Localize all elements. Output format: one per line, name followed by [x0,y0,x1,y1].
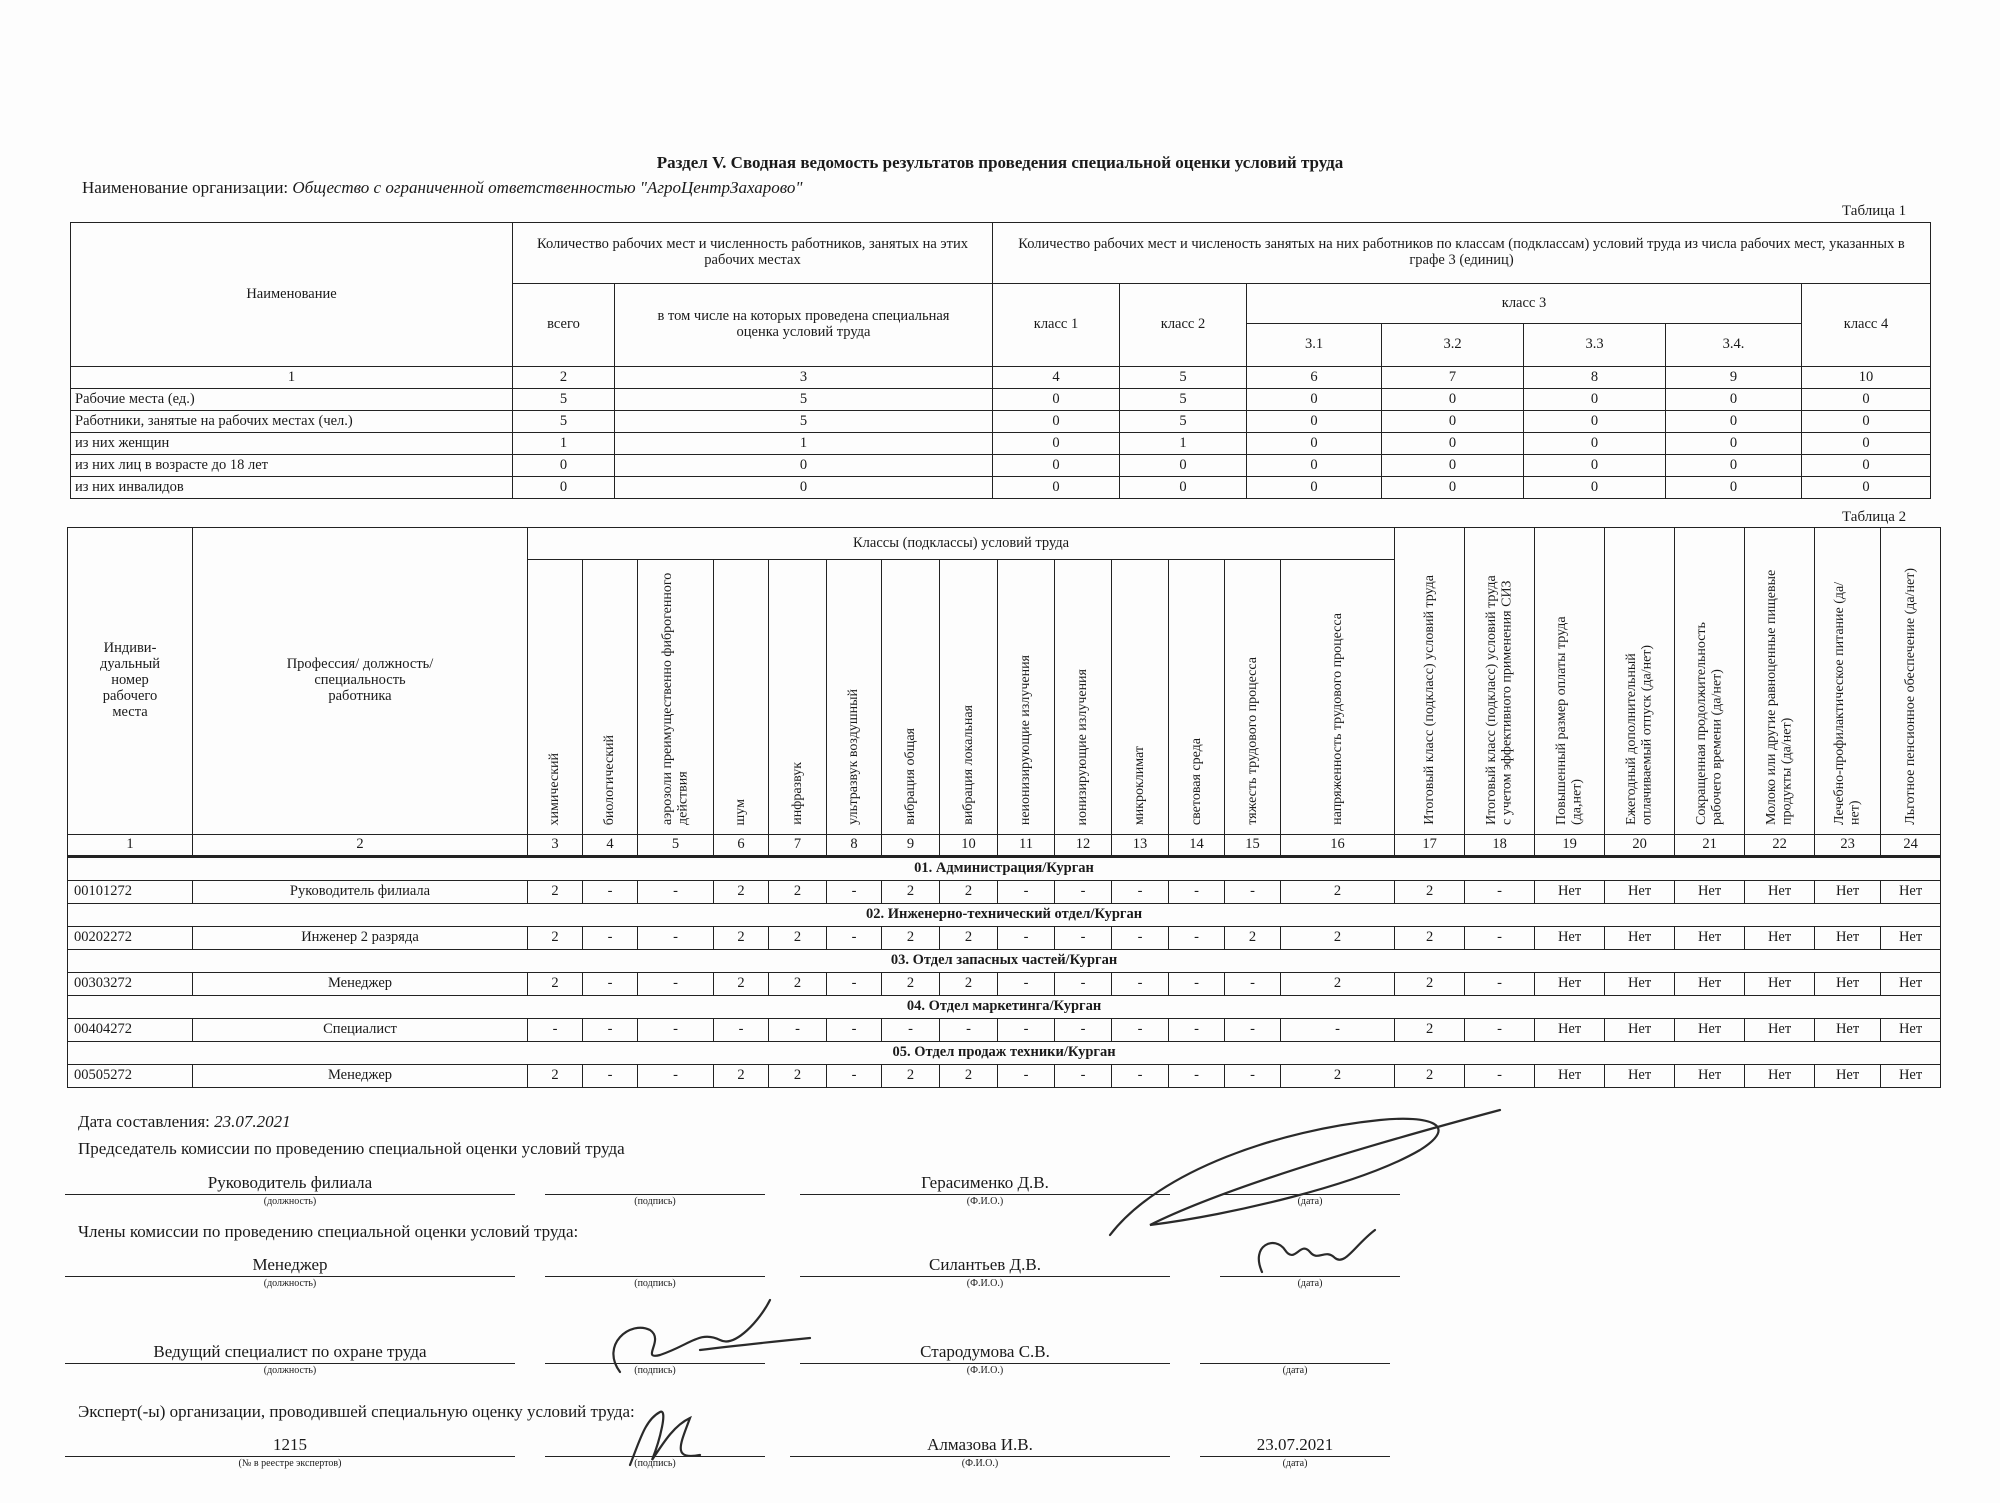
t1-header-count: Количество рабочих мест и численность работников, занятых на этих рабочих местах [513,223,993,284]
t2-cell: Нет [1535,927,1605,950]
t2-header-extra-text: Лечебно-профилактическое питание (да/нет) [1831,581,1863,826]
t2-cell: 2 [882,927,940,950]
t2-col-number: 19 [1535,835,1605,857]
t2-cell: Нет [1745,927,1815,950]
t1-header-class2: класс 2 [1120,284,1247,367]
t1-cell: 0 [993,433,1120,455]
members-label: Члены комиссии по проведению специальной оценки условий труда: [78,1222,579,1241]
t1-col-number: 4 [993,367,1120,389]
t2-cell: Нет [1881,1065,1941,1088]
t2-cell: Нет [1881,1019,1941,1042]
t2-col-number: 1 [68,835,193,857]
t2-header-extra-text: Сокращенная продолжительность рабочего времени (да/нет) [1693,622,1725,826]
t2-cell: Нет [1675,1065,1745,1088]
t1-cell: 0 [513,455,615,477]
t1-cell: 0 [1666,389,1802,411]
t2-cell: 2 [1395,1065,1465,1088]
t2-col-number: 23 [1815,835,1881,857]
t1-header-class4: класс 4 [1802,284,1931,367]
t1-cell: 0 [1382,455,1524,477]
t2-cell: - [1169,1065,1225,1088]
t2-cell: - [583,881,638,904]
t2-cell: - [1465,1065,1535,1088]
t2-cell: Нет [1675,881,1745,904]
chair-position: Руководитель филиала [207,1173,373,1192]
t2-cell: - [1225,1065,1281,1088]
t1-header-class3: класс 3 [1247,284,1802,324]
t1-cell: 0 [1382,411,1524,433]
t1-cell: 0 [1802,433,1931,455]
t1-cell: 0 [1802,455,1931,477]
t2-header-factor-text: микроклимат [1132,745,1148,826]
t2-cell: 2 [714,1065,769,1088]
member2-position: Ведущий специалист по охране труда [153,1342,427,1361]
t2-cell: 2 [1281,881,1395,904]
expert-registry-caption: (№ в реестре экспертов) [238,1458,342,1469]
t2-cell: 2 [769,927,827,950]
t1-cell: 0 [1247,477,1382,499]
t2-col-number: 21 [1675,835,1745,857]
t2-cell: - [1055,927,1112,950]
t2-header-factor-text: световая среда [1188,738,1204,826]
t1-col-number: 2 [513,367,615,389]
t2-header-factor-text: аэрозоли преимущественно фиброгенного действия [659,572,691,826]
t2-cell: 2 [714,927,769,950]
t2-header-extra-text: Итоговый класс (подкласс) условий труда с учетом эффективного применения СИЗ [1483,575,1515,826]
t2-cell: - [1055,881,1112,904]
t2-department-name: 05. Отдел продаж техники/Курган [68,1042,1941,1065]
chair-signature-scribble [1110,1110,1500,1235]
t1-header-3-1: 3.1 [1247,324,1382,367]
t1-cell: 0 [993,411,1120,433]
t2-cell: - [1055,973,1112,996]
t2-header-extra-text: Итоговый класс (подкласс) условий труда [1421,575,1437,826]
date-value: 23.07.2021 [214,1112,291,1131]
table2-caption: Таблица 2 [1842,509,1907,525]
t2-col-number: 20 [1605,835,1675,857]
t2-cell: Нет [1881,881,1941,904]
expert-registry-number: 1215 [273,1435,307,1454]
t2-cell: 2 [528,1065,583,1088]
t1-row-label: Рабочие места (ед.) [71,389,513,411]
t2-col-number: 7 [769,835,827,857]
t2-cell: - [1055,1019,1112,1042]
t2-cell: 2 [940,881,998,904]
t2-workplace-id: 00101272 [68,881,193,904]
t2-cell: 2 [769,1065,827,1088]
t1-cell: 0 [1524,477,1666,499]
t2-cell: Нет [1535,881,1605,904]
t2-cell: Нет [1675,973,1745,996]
t2-workplace-id: 00404272 [68,1019,193,1042]
t2-profession: Инженер 2 разряда [193,927,528,950]
t2-cell: 2 [1281,973,1395,996]
t2-header-factor-text: напряженность трудового процесса [1329,613,1345,826]
t2-cell: 2 [528,927,583,950]
t1-cell: 1 [615,433,993,455]
t1-cell: 0 [1802,389,1931,411]
table1-caption: Таблица 1 [1842,203,1907,219]
t2-col-number: 14 [1169,835,1225,857]
chair-date-caption: (дата) [1297,1196,1323,1207]
t2-col-number: 16 [1281,835,1395,857]
date-label: Дата составления: [78,1112,210,1131]
t1-col-number: 7 [1382,367,1524,389]
t1-cell: 1 [1120,433,1247,455]
t2-cell: - [1465,881,1535,904]
t1-cell: 0 [1120,477,1247,499]
t1-cell: 0 [615,477,993,499]
chair-position-caption: (должность) [263,1196,317,1207]
t2-cell: - [998,927,1055,950]
t2-cell: - [583,973,638,996]
t1-cell: 0 [1802,477,1931,499]
t2-header-factor-text: биологический [602,734,618,826]
t2-cell: Нет [1881,973,1941,996]
t2-cell: - [1281,1019,1395,1042]
member1-fio: Силантьев Д.В. [928,1255,1041,1274]
t2-col-number: 8 [827,835,882,857]
t2-cell: - [1465,927,1535,950]
t1-header-classes: Количество рабочих мест и численость занятых на них работников по классам (подклассам) условий труда из числа рабочих мест, указанных в графе 3 (единиц) [993,223,1931,284]
t2-cell: 2 [528,881,583,904]
t2-cell: - [1169,1019,1225,1042]
expert-fio: Алмазова И.В. [927,1435,1033,1454]
t2-cell: Нет [1881,927,1941,950]
t1-header-assessed: в том числе на которых проведена специальная оценка условий труда [615,284,993,367]
t2-department-name: 03. Отдел запасных частей/Курган [68,950,1941,973]
t2-cell: 2 [1395,881,1465,904]
t2-cell: - [1225,1019,1281,1042]
t1-cell: 0 [1802,411,1931,433]
t1-cell: 5 [513,411,615,433]
t2-cell: - [583,1019,638,1042]
t1-cell: 0 [993,477,1120,499]
t2-cell: - [1225,973,1281,996]
t2-col-number: 11 [998,835,1055,857]
t2-col-number: 18 [1465,835,1535,857]
t2-cell: Нет [1815,1065,1881,1088]
t2-header-extra-text: Льготное пенсионное обеспечение (да/нет) [1902,568,1918,826]
t2-cell: - [1112,1065,1169,1088]
t2-cell: 2 [1395,927,1465,950]
t2-cell: - [528,1019,583,1042]
t2-profession: Менеджер [193,973,528,996]
t1-header-total: всего [513,284,615,367]
t2-cell: Нет [1535,973,1605,996]
chair-label: Председатель комиссии по проведению специальной оценки условий труда [78,1139,625,1158]
t2-cell: - [638,927,714,950]
t2-cell: - [638,973,714,996]
t1-col-number: 10 [1802,367,1931,389]
t2-cell: Нет [1745,881,1815,904]
t2-cell: - [1169,973,1225,996]
member1-signature-caption: (подпись) [634,1278,676,1289]
t2-cell: 2 [769,881,827,904]
t1-cell: 1 [513,433,615,455]
t2-cell: - [1112,1019,1169,1042]
t1-header-3-3: 3.3 [1524,324,1666,367]
t2-cell: - [1112,973,1169,996]
t2-cell: Нет [1675,927,1745,950]
t2-header-extra-text: Ежегодный дополнительный оплачиваемый отпуск (да/нет) [1623,644,1655,826]
t1-cell: 0 [1247,433,1382,455]
t1-row-label: из них инвалидов [71,477,513,499]
t1-cell: 0 [993,389,1120,411]
t2-cell: 2 [528,973,583,996]
t1-cell: 0 [1666,433,1802,455]
t1-cell: 0 [1524,411,1666,433]
t2-cell: - [583,927,638,950]
t1-col-number: 9 [1666,367,1802,389]
expert-label: Эксперт(-ы) организации, проводившей специальную оценку условий труда: [78,1402,635,1421]
t2-header-factor-text: шум [733,798,749,826]
member2-signature-scribble [613,1300,810,1372]
t2-cell: 2 [940,1065,998,1088]
t2-cell: - [998,1019,1055,1042]
t2-cell: - [714,1019,769,1042]
t1-cell: 0 [1382,389,1524,411]
t1-header-name: Наименование [71,223,513,367]
t2-cell: - [882,1019,940,1042]
t1-cell: 5 [513,389,615,411]
t1-cell: 5 [1120,389,1247,411]
t2-cell: Нет [1815,973,1881,996]
t2-header-extra-text: Повышенный размер оплаты труда (да,нет) [1553,616,1585,826]
t2-cell: Нет [1815,927,1881,950]
t2-header-factor-text: вибрация локальная [960,705,976,826]
t1-cell: 0 [993,455,1120,477]
t2-cell: 2 [1281,927,1395,950]
t2-profession: Руководитель филиала [193,881,528,904]
t2-cell: Нет [1605,881,1675,904]
t2-col-number: 15 [1225,835,1281,857]
t2-cell: - [827,1019,882,1042]
t2-cell: 2 [714,881,769,904]
expert-fio-caption: (Ф.И.О.) [961,1458,999,1469]
t2-workplace-id: 00505272 [68,1065,193,1088]
t2-cell: Нет [1605,1065,1675,1088]
t2-header-factor-text: ионизирующие излучения [1075,668,1091,826]
t2-cell: - [1169,881,1225,904]
t2-cell: 2 [940,973,998,996]
member1-signature-scribble [1259,1230,1375,1272]
t2-cell: - [638,1019,714,1042]
t2-header-extra-text: Молоко или другие равноценные пищевые продукты (да/нет) [1763,569,1795,826]
t1-cell: 0 [1524,455,1666,477]
t2-cell: Нет [1815,881,1881,904]
t2-col-number: 2 [193,835,528,857]
chair-signature-caption: (подпись) [634,1196,676,1207]
t1-col-number: 1 [71,367,513,389]
t1-cell: 0 [1524,389,1666,411]
t2-profession: Специалист [193,1019,528,1042]
t2-cell: - [1169,927,1225,950]
org-name: Общество с ограниченной ответственностью "АгроЦентрЗахарово" [292,178,803,197]
t1-cell: 0 [1382,477,1524,499]
t2-cell: 2 [769,973,827,996]
t2-cell: - [998,973,1055,996]
member2-fio: Стародумова С.В. [920,1342,1050,1361]
t2-header-profession: Профессия/ должность/ специальность работника [193,528,528,835]
t2-department-name: 02. Инженерно-технический отдел/Курган [68,904,1941,927]
expert-date-caption: (дата) [1282,1458,1308,1469]
t2-cell: Нет [1675,1019,1745,1042]
member2-position-caption: (должность) [263,1365,317,1376]
t2-cell: - [638,1065,714,1088]
t2-header-classes: Классы (подклассы) условий труда [528,528,1395,560]
t1-cell: 0 [1666,477,1802,499]
member1-fio-caption: (Ф.И.О.) [966,1278,1004,1289]
t2-col-number: 5 [638,835,714,857]
t1-cell: 0 [1120,455,1247,477]
chair-fio-caption: (Ф.И.О.) [966,1196,1004,1207]
member2-signature-caption: (подпись) [634,1365,676,1376]
t2-col-number: 12 [1055,835,1112,857]
t1-cell: 5 [615,411,993,433]
t2-workplace-id: 00303272 [68,973,193,996]
expert-signature-caption: (подпись) [634,1458,676,1469]
t2-cell: - [1112,881,1169,904]
t2-cell: Нет [1605,927,1675,950]
page-title: Раздел V. Сводная ведомость результатов проведения специальной оценки условий труда [656,153,1344,172]
t2-col-number: 6 [714,835,769,857]
t2-cell: 2 [1225,927,1281,950]
t2-cell: - [998,1065,1055,1088]
t2-cell: - [827,927,882,950]
t1-header-class1: класс 1 [993,284,1120,367]
t2-header-factor-text: ультразвук воздушный [846,689,862,826]
t1-cell: 0 [513,477,615,499]
t1-cell: 0 [1666,455,1802,477]
t2-col-number: 22 [1745,835,1815,857]
t2-header-factor-text: тяжесть трудового процесса [1244,657,1260,826]
t2-header-factor-text: вибрация общая [902,728,918,826]
t2-cell: - [638,881,714,904]
t2-col-number: 4 [583,835,638,857]
t2-department-name: 01. Администрация/Курган [68,857,1941,881]
t1-col-number: 5 [1120,367,1247,389]
t1-row-label: из них лиц в возрасте до 18 лет [71,455,513,477]
t2-header-factor-text: химический [547,752,563,826]
t2-cell: Нет [1535,1019,1605,1042]
t2-cell: 2 [882,1065,940,1088]
t1-cell: 0 [1524,433,1666,455]
t2-cell: Нет [1745,1019,1815,1042]
t2-cell: 2 [940,927,998,950]
t2-cell: - [583,1065,638,1088]
t1-header-3-2: 3.2 [1382,324,1524,367]
t2-col-number: 9 [882,835,940,857]
t2-cell: Нет [1745,1065,1815,1088]
t1-col-number: 6 [1247,367,1382,389]
member2-date-caption: (дата) [1282,1365,1308,1376]
t2-cell: - [769,1019,827,1042]
t2-cell: 2 [714,973,769,996]
t2-col-number: 24 [1881,835,1941,857]
t1-row-label: Работники, занятые на рабочих местах (чел.) [71,411,513,433]
t2-cell: - [827,973,882,996]
t2-col-number: 17 [1395,835,1465,857]
t2-cell: 2 [1281,1065,1395,1088]
t2-cell: 2 [882,973,940,996]
t2-header-factor-text: инфразвук [789,762,805,826]
t2-cell: - [1225,881,1281,904]
t1-cell: 0 [1247,455,1382,477]
t1-cell: 0 [1382,433,1524,455]
member1-position: Менеджер [252,1255,328,1274]
t2-cell: - [1465,973,1535,996]
t2-col-number: 10 [940,835,998,857]
t2-cell: Нет [1815,1019,1881,1042]
t1-cell: 0 [615,455,993,477]
t2-header-id: Индиви-дуальный номер рабочего места [68,528,193,835]
t2-col-number: 3 [528,835,583,857]
t2-cell: 2 [1395,973,1465,996]
t2-cell: - [827,881,882,904]
member1-position-caption: (должность) [263,1278,317,1289]
expert-signature-scribble [630,1412,700,1465]
t2-cell: Нет [1535,1065,1605,1088]
t1-col-number: 8 [1524,367,1666,389]
t1-cell: 0 [1247,411,1382,433]
t1-cell: 5 [615,389,993,411]
member1-date-caption: (дата) [1297,1278,1323,1289]
expert-date: 23.07.2021 [1256,1435,1334,1454]
t2-cell: - [998,881,1055,904]
t2-cell: Нет [1605,1019,1675,1042]
t2-cell: Нет [1605,973,1675,996]
t1-cell: 0 [1666,411,1802,433]
t2-header-factor-text: неионизирующие излучения [1018,654,1034,826]
t2-cell: - [1055,1065,1112,1088]
t2-cell: - [1112,927,1169,950]
t2-cell: 2 [882,881,940,904]
t2-cell: - [827,1065,882,1088]
t2-cell: - [1465,1019,1535,1042]
t2-workplace-id: 00202272 [68,927,193,950]
t1-header-3-4: 3.4. [1666,324,1802,367]
t1-col-number: 3 [615,367,993,389]
chair-fio: Герасименко Д.В. [921,1173,1049,1192]
t2-department-name: 04. Отдел маркетинга/Курган [68,996,1941,1019]
t2-cell: - [940,1019,998,1042]
t1-cell: 0 [1247,389,1382,411]
t1-cell: 5 [1120,411,1247,433]
t2-cell: 2 [1395,1019,1465,1042]
member2-fio-caption: (Ф.И.О.) [966,1365,1004,1376]
t1-row-label: из них женщин [71,433,513,455]
t2-col-number: 13 [1112,835,1169,857]
org-label: Наименование организации: [82,178,289,197]
t2-profession: Менеджер [193,1065,528,1088]
t2-cell: Нет [1745,973,1815,996]
